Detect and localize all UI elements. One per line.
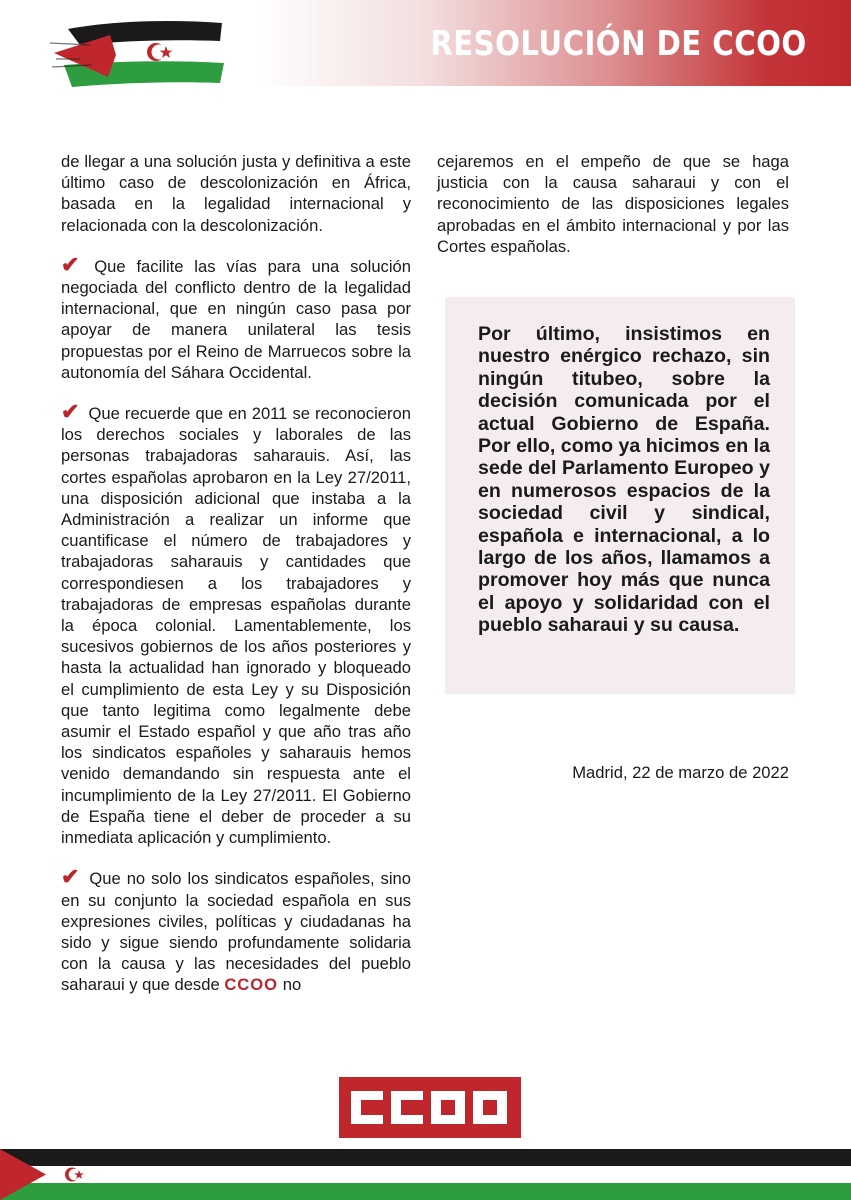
checkmark-icon: ✔: [61, 864, 80, 890]
ccoo-logo-icon: [339, 1077, 521, 1138]
highlight-box: [445, 297, 795, 694]
sahrawi-flag-icon: [50, 15, 230, 95]
page-header: [0, 0, 851, 86]
checkmark-icon: ✔: [61, 251, 80, 277]
paragraph: [61, 399, 411, 848]
paragraph-text: Que no solo los sindicatos españoles, sino en su conjunto la sociedad española en sus expresiones civiles, políticas y ciudadanas ha sido y sigue siendo profundamente solidaria con la causa y las necesidades del pueblo saharaui y que desde: [61, 869, 411, 995]
page-title: RESOLUCIÓN DE CCOO: [430, 24, 807, 64]
paragraph-text: Que facilite las vías para una solución negociada del conflicto dentro de la legalidad internacional, que en ningún caso pasa por apoyar de manera unilateral las tesis propuestas por el Reino de Marruecos sobre la autonomía del Sáhara Occidental.: [61, 256, 411, 382]
brand-name: CCOO: [224, 975, 279, 995]
checkmark-icon: ✔: [61, 399, 80, 425]
paragraph-text: Que recuerde que en 2011 se reconocieron los derechos sociales y laborales de las personas trabajadoras saharauis. Así, las cortes españolas aprobaron en la Ley 27/2011, una disposición adicional que instaba a la Administración a realizar un informe que cuantificase el número de trabajadores y trabajadoras saharauis y cantidades que correspondiesen a los trabajadores y trabajadoras de empresas españolas durante la época colonial. Lamentablemente, los sucesivos gobiernos de los años posteriores y hasta la actualidad han ignorado y bloqueado el cumplimiento de esta Ley y su Disposición que tanto legitima como legalmente debe asumir el Estado español y que año tras año los sindicatos españoles y saharauis hemos venido demandando sin respuesta ante el incumplimiento de la Ley 27/2011. El Gobierno de España tiene el deber de proceder a su inmediata aplicación y cumplimiento.: [61, 404, 411, 848]
paragraph-text-end: no: [282, 975, 302, 995]
right-column: [437, 151, 789, 277]
paragraph: [437, 151, 789, 257]
date-signature: Madrid, 22 de marzo de 2022: [572, 763, 789, 782]
paragraph-text: cejaremos en el empeño de que se haga justicia con la causa saharaui y con el reconocimiento de las disposiciones legales aprobadas en el ámbito internacional y por las Cortes españolas.: [437, 152, 789, 256]
sahrawi-flag-stripe-icon: [0, 1149, 851, 1200]
paragraph: [61, 251, 411, 383]
left-column: [61, 151, 411, 1016]
paragraph: [61, 151, 411, 236]
paragraph-text: de llegar a una solución justa y definitiva a este último caso de descolonización en África, basada en la legalidad internacional y relacionada con la descolonización.: [61, 152, 411, 235]
paragraph: [61, 864, 411, 995]
highlight-quote: Por último, insistimos en nuestro enérgico rechazo, sin ningún titubeo, sobre la decisión comunicada por el actual Gobierno de España. Por ello, como ya hicimos en la sede del Parlamento Europeo y en numerosos espacios de la sociedad civil y sindical, española e internacional, a lo largo de los años, llamamos a promover hoy más que nunca el apoyo y solidaridad con el pueblo saharaui y su causa.: [478, 323, 770, 637]
